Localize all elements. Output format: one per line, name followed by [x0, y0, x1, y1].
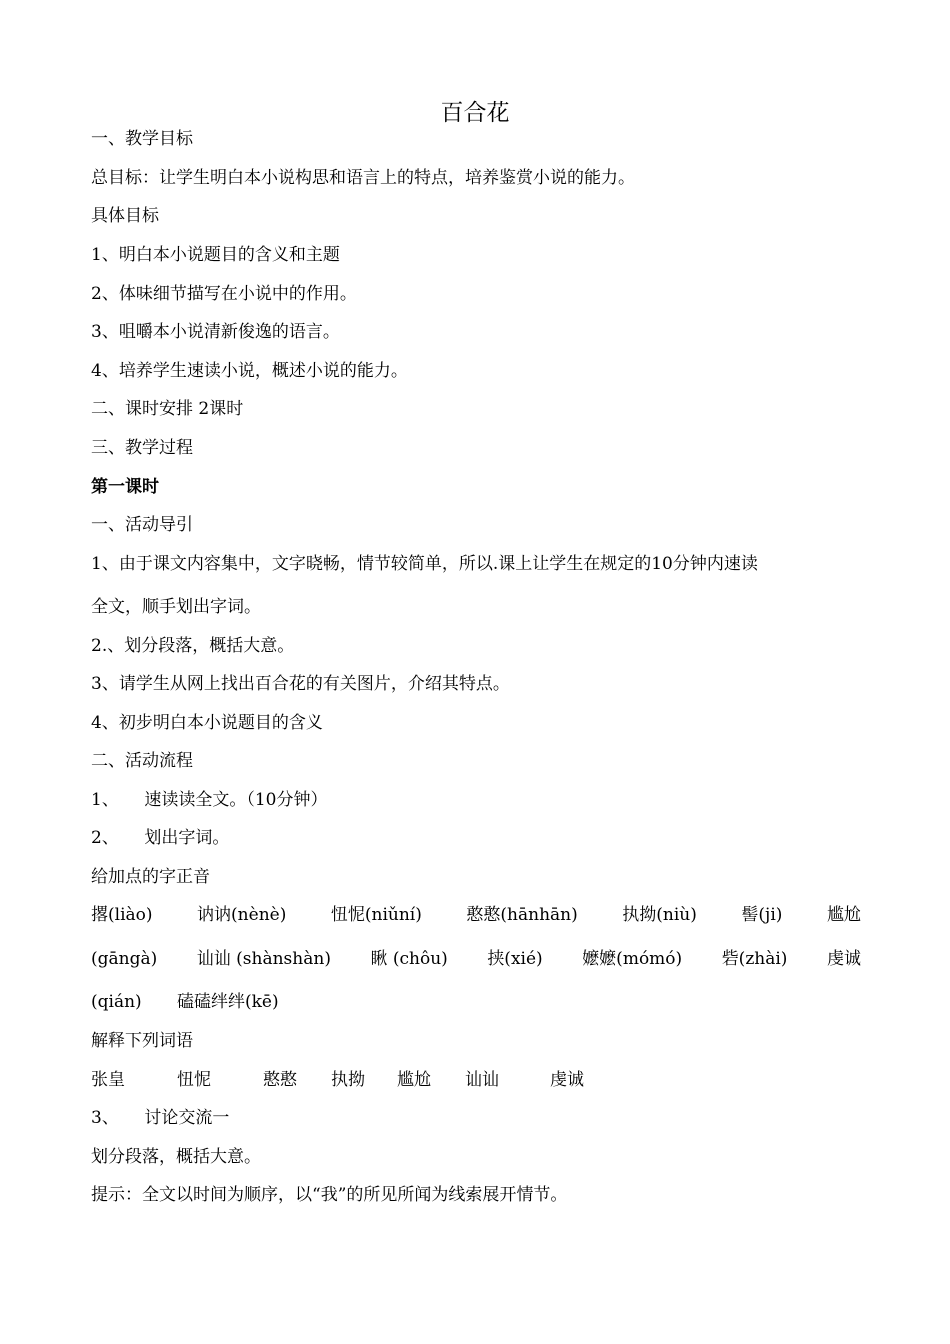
- pinyin-word: (gāngà): [91, 949, 158, 969]
- vocab-word: 忸怩: [177, 1070, 211, 1090]
- pinyin-word: 嬷嬷(mómó): [582, 949, 683, 969]
- overall-objective: 总目标：让学生明白本小说构思和语言上的特点，培养鉴赏小说的能力。: [91, 168, 635, 188]
- pinyin-word: 砦(zhài): [721, 949, 788, 969]
- objective-item: 1、明白本小说题目的含义和主题: [91, 245, 340, 265]
- vocab-word: 执拗: [331, 1070, 365, 1090]
- flow-item: 2、 划出字词。: [91, 828, 230, 848]
- pronunciation-heading: 给加点的字正音: [91, 867, 210, 887]
- subsection-heading-guide: 一、活动导引: [91, 515, 193, 535]
- pinyin-row: [91, 903, 861, 927]
- vocab-word: 憨憨: [263, 1070, 297, 1090]
- pinyin-word: 撂(liào): [91, 905, 153, 925]
- vocab-word: 虔诚: [550, 1070, 584, 1090]
- specific-objectives-heading: 具体目标: [91, 206, 159, 226]
- pinyin-row: [91, 947, 861, 971]
- guide-item: 2.、划分段落，概括大意。: [91, 636, 295, 656]
- flow-item: 1、 速读读全文。（10分钟）: [91, 790, 328, 810]
- pinyin-word: 讪讪 (shànshàn): [196, 949, 331, 969]
- guide-item: 4、初步明白本小说题目的含义: [91, 713, 323, 733]
- subsection-heading-flow: 二、活动流程: [91, 751, 193, 771]
- pinyin-word: 执拗(niù): [622, 905, 697, 925]
- objective-item: 3、咀嚼本小说清新俊逸的语言。: [91, 322, 340, 342]
- lesson-heading: 第一课时: [91, 477, 159, 497]
- objective-item: 2、体味细节描写在小说中的作用。: [91, 284, 357, 304]
- pinyin-word: 磕磕绊绊(kē): [177, 992, 279, 1012]
- section-heading-process: 三、教学过程: [91, 438, 193, 458]
- pinyin-word: 憨憨(hānhān): [466, 905, 578, 925]
- vocab-word: 张皇: [91, 1070, 125, 1090]
- objective-item: 4、培养学生速读小说，概述小说的能力。: [91, 361, 408, 381]
- vocab-word: 讪讪: [465, 1070, 499, 1090]
- guide-item: 3、请学生从网上找出百合花的有关图片，介绍其特点。: [91, 674, 510, 694]
- task-line: 划分段落，概括大意。: [91, 1147, 261, 1167]
- vocabulary-heading: 解释下列词语: [91, 1031, 193, 1051]
- pinyin-word: 讷讷(nènè): [197, 905, 287, 925]
- pinyin-word: 挟(xié): [487, 949, 543, 969]
- guide-item-continuation: 全文，顺手划出字词。: [91, 597, 261, 617]
- document-title: 百合花: [440, 100, 510, 126]
- guide-item: 1、由于课文内容集中，文字晓畅，情节较简单，所以.课上让学生在规定的10分钟内速读: [91, 554, 758, 574]
- section-heading-objectives: 一、教学目标: [91, 129, 193, 149]
- flow-item: 3、 讨论交流一: [91, 1108, 230, 1128]
- pinyin-word: (qián): [91, 992, 142, 1012]
- pinyin-word: 瞅 (chôu): [370, 949, 448, 969]
- pinyin-word: 髻(ji): [741, 905, 783, 925]
- pinyin-word: 忸怩(niǔní): [330, 905, 422, 925]
- hint-line: 提示：全文以时间为顺序，以“我”的所见所闻为线索展开情节。: [91, 1185, 568, 1205]
- vocab-word: 尴尬: [397, 1070, 431, 1090]
- pinyin-word: 虔诚: [826, 949, 861, 969]
- section-heading-schedule: 二、课时安排 2课时: [91, 399, 244, 419]
- pinyin-word: 尴尬: [826, 905, 861, 925]
